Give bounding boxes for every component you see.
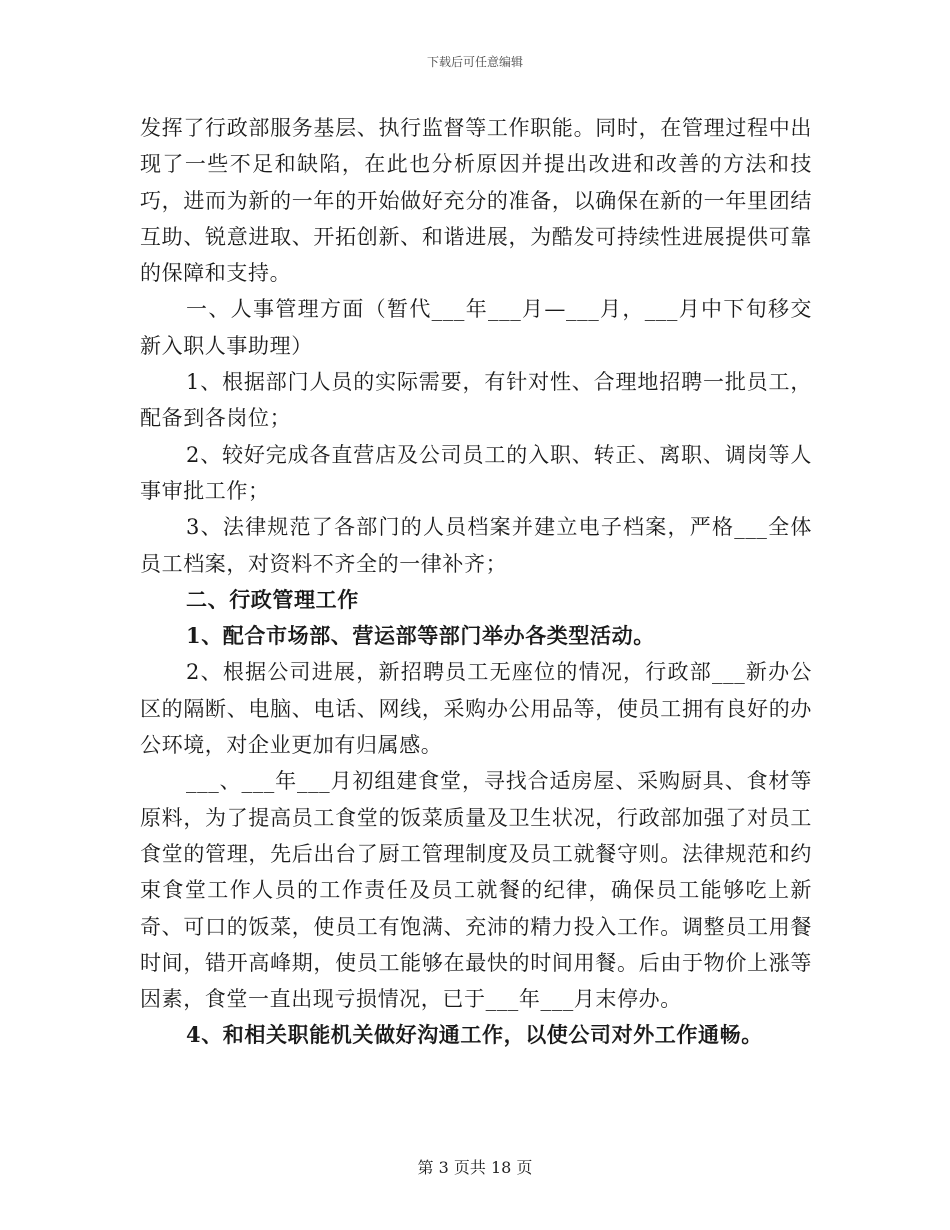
document-body <box>140 110 812 1054</box>
list-item: 2、较好完成各直营店及公司员工的入职、转正、离职、调岗等人事审批工作； <box>140 442 812 503</box>
list-item: 1、配合市场部、营运部等部门举办各类型活动。 <box>186 623 655 649</box>
page-header: 下载后可任意编辑 <box>426 55 523 69</box>
section-heading-admin: 二、行政管理工作 <box>186 586 359 612</box>
list-item: 1、根据部门人员的实际需要，有针对性、合理地招聘一批员工，配备到各岗位； <box>140 370 812 431</box>
list-item: 2、根据公司进展，新招聘员工无座位的情况，行政部___新办公区的隔断、电脑、电话、网线，采购办公用品等，使员工拥有良好的办公环境，对企业更加有归属感。 <box>140 660 812 758</box>
list-item: 4、和相关职能机关做好沟通工作，以使公司对外工作通畅。 <box>186 1022 763 1048</box>
list-item: 3、法律规范了各部门的人员档案并建立电子档案，严格___全体员工档案，对资料不齐全的一律补齐； <box>140 515 812 576</box>
list-item: ___、___年___月初组建食堂，寻找合适房屋、采购厨具、食材等原料，为了提高员工食堂的饭菜质量及卫生状况，行政部加强了对员工食堂的管理，先后出台了厨工管理制度及员工就餐守则。法律规范和约束食堂工作人员的工作责任及员工就餐的纪律，确保员工能够吃上新奇、可口的饭菜，使员工有饱满、充沛的精力投入工作。调整员工用餐时间，错开高峰期，使员工能够在最快的时间用餐。后由于物价上涨等因素，食堂一直出现亏损情况，已于___年___月末停办。 <box>140 769 812 1012</box>
paragraph-intro: 发挥了行政部服务基层、执行监督等工作职能。同时，在管理过程中出现了一些不足和缺陷，在此也分析原因并提出改进和改善的方法和技巧，进而为新的一年的开始做好充分的准备，以确保在新的一年里团结互助、锐意进取、开拓创新、和谐进展，为酷发可持续性进展提供可靠的保障和支持。 <box>140 116 812 286</box>
page-number: 第 3 页共 18 页 <box>417 1158 533 1177</box>
section-heading-personnel: 一、人事管理方面（暂代___年___月—___月，___月中下旬移交新入职人事助理） <box>140 297 812 358</box>
